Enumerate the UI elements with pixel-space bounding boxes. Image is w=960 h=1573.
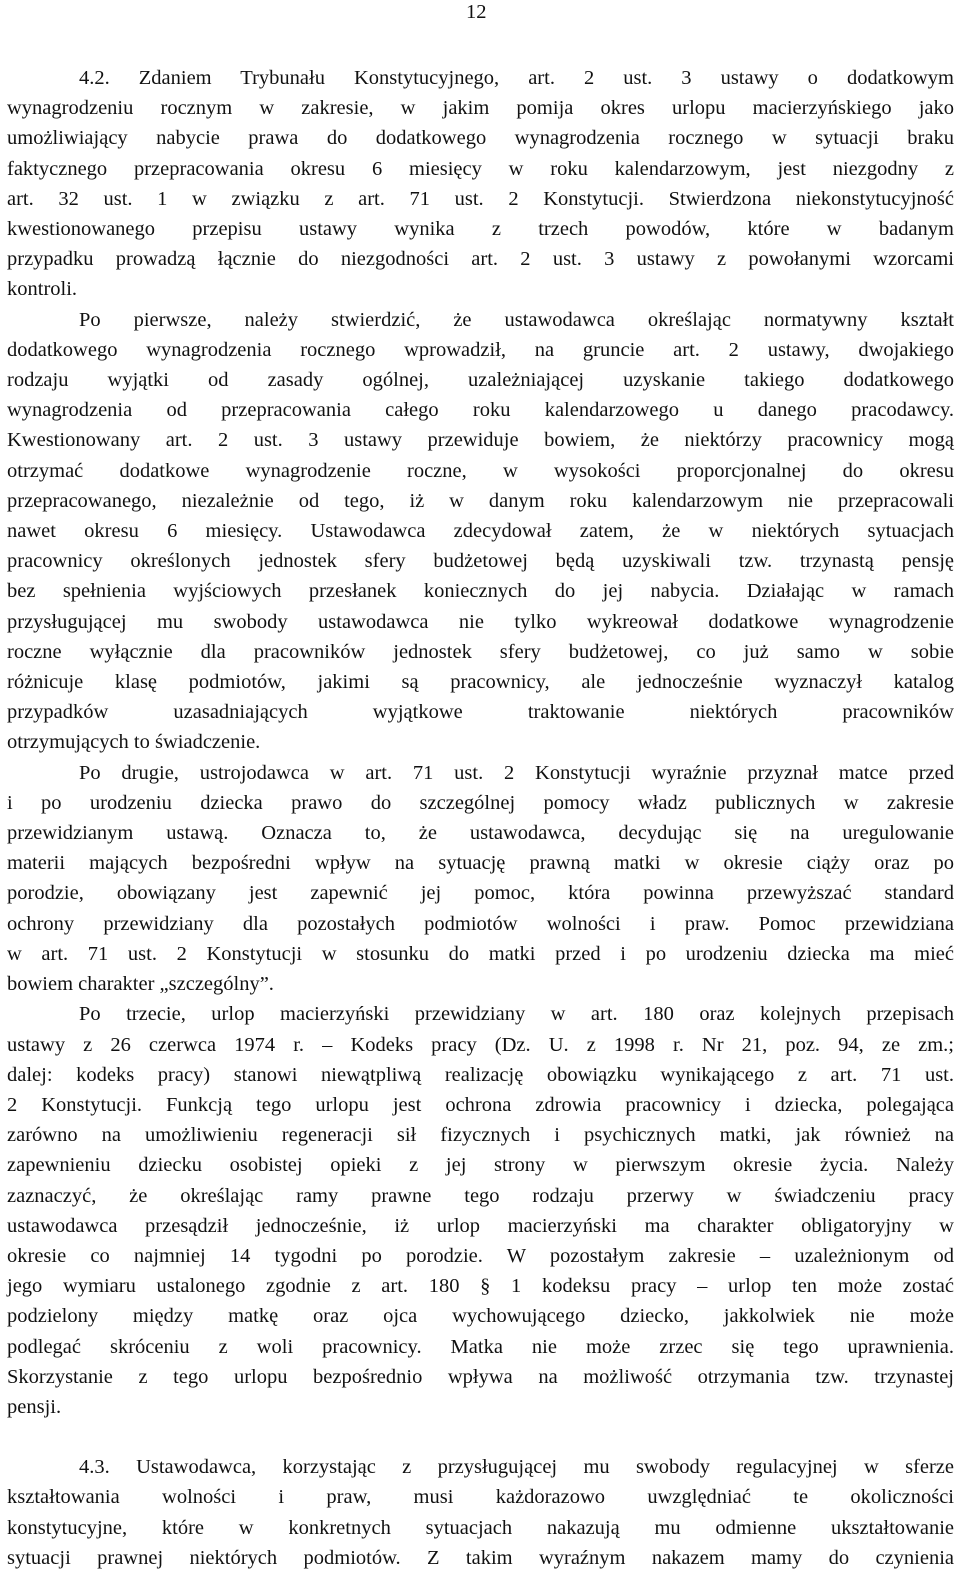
text-line: faktycznego przepracowania okresu 6 miesięcy w roku kalendarzowym, jest niezgodny z xyxy=(7,157,954,180)
text-line: rodzaju wyjątki od zasady ogólnej, uzależniającej uzyskanie takiego dodatkowego xyxy=(7,369,954,392)
text-line: Kwestionowany art. 2 ust. 3 ustawy przewiduje bowiem, że niektórzy pracownicy mogą xyxy=(7,429,954,452)
text-line: i po urodzeniu dziecka prawo do szczególnej pomocy władz publicznych w zakresie xyxy=(7,791,954,814)
text-line: okresie co najmniej 14 tygodni po porodzie. W pozostałym zakresie – uzależnionym od xyxy=(7,1244,954,1267)
text-line: jego wymiaru ustalonego zgodnie z art. 180 § 1 kodeksu pracy – urlop ten może zostać xyxy=(7,1275,954,1298)
text-line: sytuacji prawnej niektórych podmiotów. Z takim wyraźnym nakazem mamy do czynienia xyxy=(7,1546,954,1569)
text-line: 4.2. Zdaniem Trybunału Konstytucyjnego, art. 2 ust. 3 ustawy o dodatkowym xyxy=(79,67,954,89)
text-line: ustawy z 26 czerwca 1974 r. – Kodeks pracy (Dz. U. z 1998 r. Nr 21, poz. 94, ze zm.; xyxy=(7,1033,954,1056)
text-line: podlegać skróceniu z woli pracownicy. Matka nie może zrzec się tego uprawnienia. xyxy=(7,1335,954,1358)
text-line: Skorzystanie z tego urlopu bezpośrednio wpływa na możliwość otrzymania tzw. trzynastej xyxy=(7,1365,954,1388)
text-line: w art. 71 ust. 2 Konstytucji w stosunku do matki przed i po urodzeniu dziecka ma mieć xyxy=(7,942,954,965)
text-line: pracownicy określonych jednostek sfery budżetowej będą uzyskiwali tzw. trzynastą pensję xyxy=(7,550,954,573)
text-line: art. 32 ust. 1 w związku z art. 71 ust. 2 Konstytucji. Stwierdzona niekonstytucyjność xyxy=(7,187,954,210)
text-line: dodatkowego wynagrodzenia rocznego wprowadził, na gruncie art. 2 ustawy, dwojakiego xyxy=(7,338,954,361)
text-line: materii mających bezpośredni wpływ na sytuację prawną matki w okresie ciąży oraz po xyxy=(7,852,954,875)
text-line: kwestionowanego przepisu ustawy wynika z trzech powodów, które w badanym xyxy=(7,218,954,241)
text-line: umożliwiający nabycie prawa do dodatkowego wynagrodzenia rocznego w sytuacji braku xyxy=(7,127,954,150)
text-line: bowiem charakter „szczególny”. xyxy=(7,973,274,996)
paragraph-gap xyxy=(7,1422,954,1452)
text-line: zarówno na umożliwieniu regeneracji sił fizycznych i psychicznych matki, jak również na xyxy=(7,1124,954,1147)
text-line: konstytucyjne, które w konkretnych sytuacjach nakazują mu odmienne ukształtowanie xyxy=(7,1516,954,1539)
paragraph-4-3 xyxy=(7,1452,954,1573)
text-line: różnicuje klasę podmiotów, jakimi są pracownicy, ale jednocześnie wyznaczył katalog xyxy=(7,671,954,694)
text-line: 2 Konstytucji. Funkcją tego urlopu jest ochrona zdrowia pracownicy i dziecka, polegająca xyxy=(7,1093,954,1116)
text-line: bez spełnienia wyjściowych przesłanek koniecznych do jej nabycia. Działając w ramach xyxy=(7,580,954,603)
text-line: przewidzianym ustawą. Oznacza to, że ustawodawca, decydując się na uregulowanie xyxy=(7,822,954,845)
text-line: roczne wyłącznie dla pracowników jednostek sfery budżetowej, co już samo w sobie xyxy=(7,640,954,663)
text-line: pensji. xyxy=(7,1395,62,1418)
page-number: 12 xyxy=(466,1,487,23)
document-body xyxy=(7,63,954,1573)
text-line: zaznaczyć, że określając ramy prawne tego rodzaju przerwy w świadczeniu pracy xyxy=(7,1184,954,1207)
text-line: nawet okresu 6 miesięcy. Ustawodawca zdecydował zatem, że w niektórych sytuacjach xyxy=(7,520,954,543)
text-line: ustawodawca przesądził jednocześnie, iż urlop macierzyński ma charakter obligatoryjny w xyxy=(7,1214,954,1237)
text-line: przypadku prowadzą łącznie do niezgodności art. 2 ust. 3 ustawy z powołanymi wzorcami xyxy=(7,248,954,271)
paragraph-4-2 xyxy=(7,63,954,305)
text-line: przypadków uzasadniających wyjątkowe traktowanie niektórych pracowników xyxy=(7,701,954,724)
text-line: otrzymujących to świadczenie. xyxy=(7,731,261,754)
text-line: ochrony przewidziany dla pozostałych podmiotów wolności i praw. Pomoc przewidziana xyxy=(7,912,954,935)
text-line: wynagrodzeniu rocznym w zakresie, w jakim pomija okres urlopu macierzyńskiego jako xyxy=(7,97,954,120)
text-line: 4.3. Ustawodawca, korzystając z przysługującej mu swobody regulacyjnej w sferze xyxy=(79,1456,954,1479)
paragraph-po-drugie xyxy=(7,758,954,1000)
text-line: otrzymać dodatkowe wynagrodzenie roczne, w wysokości proporcjonalnej do okresu xyxy=(7,459,954,482)
text-line: Po drugie, ustrojodawca w art. 71 ust. 2 Konstytucji wyraźnie przyznał matce przed xyxy=(79,761,954,784)
text-line: dalej: kodeks pracy) stanowi niewątpliwą realizację obowiązku wynikającego z art. 71 ust. xyxy=(7,1063,954,1086)
text-line: podzielony między matkę oraz ojca wychowującego dziecko, jakkolwiek nie może xyxy=(7,1305,954,1328)
text-line: kontroli. xyxy=(7,278,78,301)
text-line: wynagrodzenia od przepracowania całego roku kalendarzowego u danego pracodawcy. xyxy=(7,399,954,422)
text-line: Po pierwsze, należy stwierdzić, że ustawodawca określając normatywny kształt xyxy=(79,308,954,331)
text-line: zapewnieniu dziecku osobistej opieki z jej strony w pierwszym okresie życia. Należy xyxy=(7,1154,954,1177)
text-line: kształtowania wolności i praw, musi każdorazowo uwzględniać te okoliczności xyxy=(7,1486,954,1509)
text-line: porodzie, obowiązany jest zapewnić jej pomoc, która powinna przewyższać standard xyxy=(7,882,954,905)
paragraph-po-trzecie xyxy=(7,999,954,1422)
paragraph-po-pierwsze xyxy=(7,305,954,758)
text-line: przysługującej mu swobody ustawodawca nie tylko wykreował dodatkowe wynagrodzenie xyxy=(7,610,954,633)
text-line: Po trzecie, urlop macierzyński przewidziany w art. 180 oraz kolejnych przepisach xyxy=(79,1003,954,1026)
text-line: przepracowanego, niezależnie od tego, iż w danym roku kalendarzowym nie przepracowali xyxy=(7,489,954,512)
